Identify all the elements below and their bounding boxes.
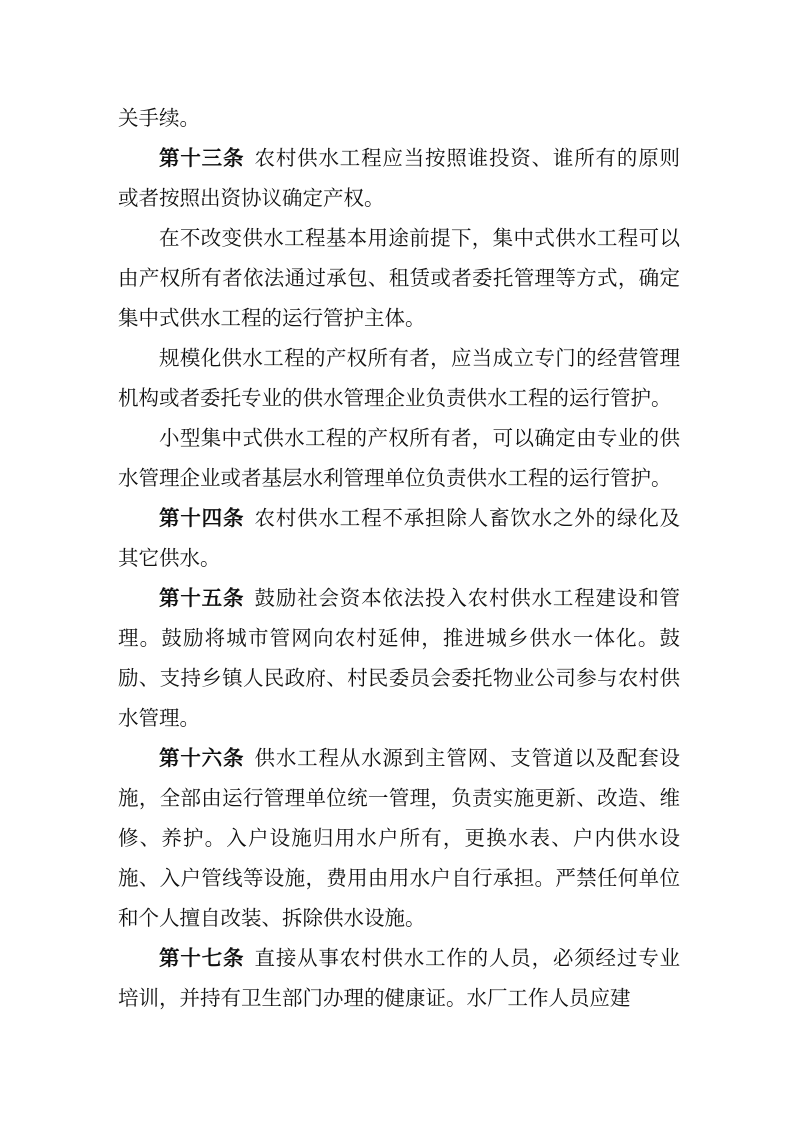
article-13-paragraph-4 [118, 418, 680, 498]
article-heading: 第十三条 [159, 146, 245, 170]
paragraph-text: 农村供水工程不承担除人畜饮水之外的绿化及其它供水。 [118, 506, 681, 570]
paragraph-text: 小型集中式供水工程的产权所有者，可以确定由专业的供水管理企业或者基层水利管理单位负责供水工程的运行管护。 [118, 426, 680, 490]
article-17 [118, 938, 680, 1018]
article-15 [118, 578, 680, 738]
paragraph-text: 直接从事农村供水工作的人员，必须经过专业培训，并持有卫生部门办理的健康证。水厂工作人员应建 [118, 946, 681, 1010]
paragraph-text: 供水工程从水源到主管网、支管道以及配套设施，全部由运行管理单位统一管理，负责实施更新、改造、维修、养护。入户设施归用水户所有，更换水表、户内供水设施、入户管线等设施，费用由用水户自行承担。严禁任何单位和个人擅自改装、拆除供水设施。 [118, 746, 681, 930]
paragraph-text: 农村供水工程应当按照谁投资、谁所有的原则或者按照出资协议确定产权。 [118, 146, 681, 210]
article-heading: 第十六条 [159, 746, 245, 770]
article-13-paragraph-2 [118, 218, 680, 338]
paragraph-text: 关手续。 [118, 106, 200, 130]
article-heading: 第十四条 [159, 506, 245, 530]
article-13-paragraph-3 [118, 338, 680, 418]
paragraph-continuation [118, 98, 680, 138]
paragraph-text: 鼓励社会资本依法投入农村供水工程建设和管理。鼓励将城市管网向农村延伸，推进城乡供水一体化。鼓励、支持乡镇人民政府、村民委员会委托物业公司参与农村供水管理。 [118, 586, 681, 730]
article-13 [118, 138, 680, 218]
article-14 [118, 498, 680, 578]
document-body [118, 98, 680, 1018]
paragraph-text: 规模化供水工程的产权所有者，应当成立专门的经营管理机构或者委托专业的供水管理企业负责供水工程的运行管护。 [118, 346, 680, 410]
paragraph-text: 在不改变供水工程基本用途前提下，集中式供水工程可以由产权所有者依法通过承包、租赁或者委托管理等方式，确定集中式供水工程的运行管护主体。 [118, 226, 680, 330]
article-16 [118, 738, 680, 938]
article-heading: 第十七条 [159, 946, 245, 970]
article-heading: 第十五条 [159, 586, 245, 610]
